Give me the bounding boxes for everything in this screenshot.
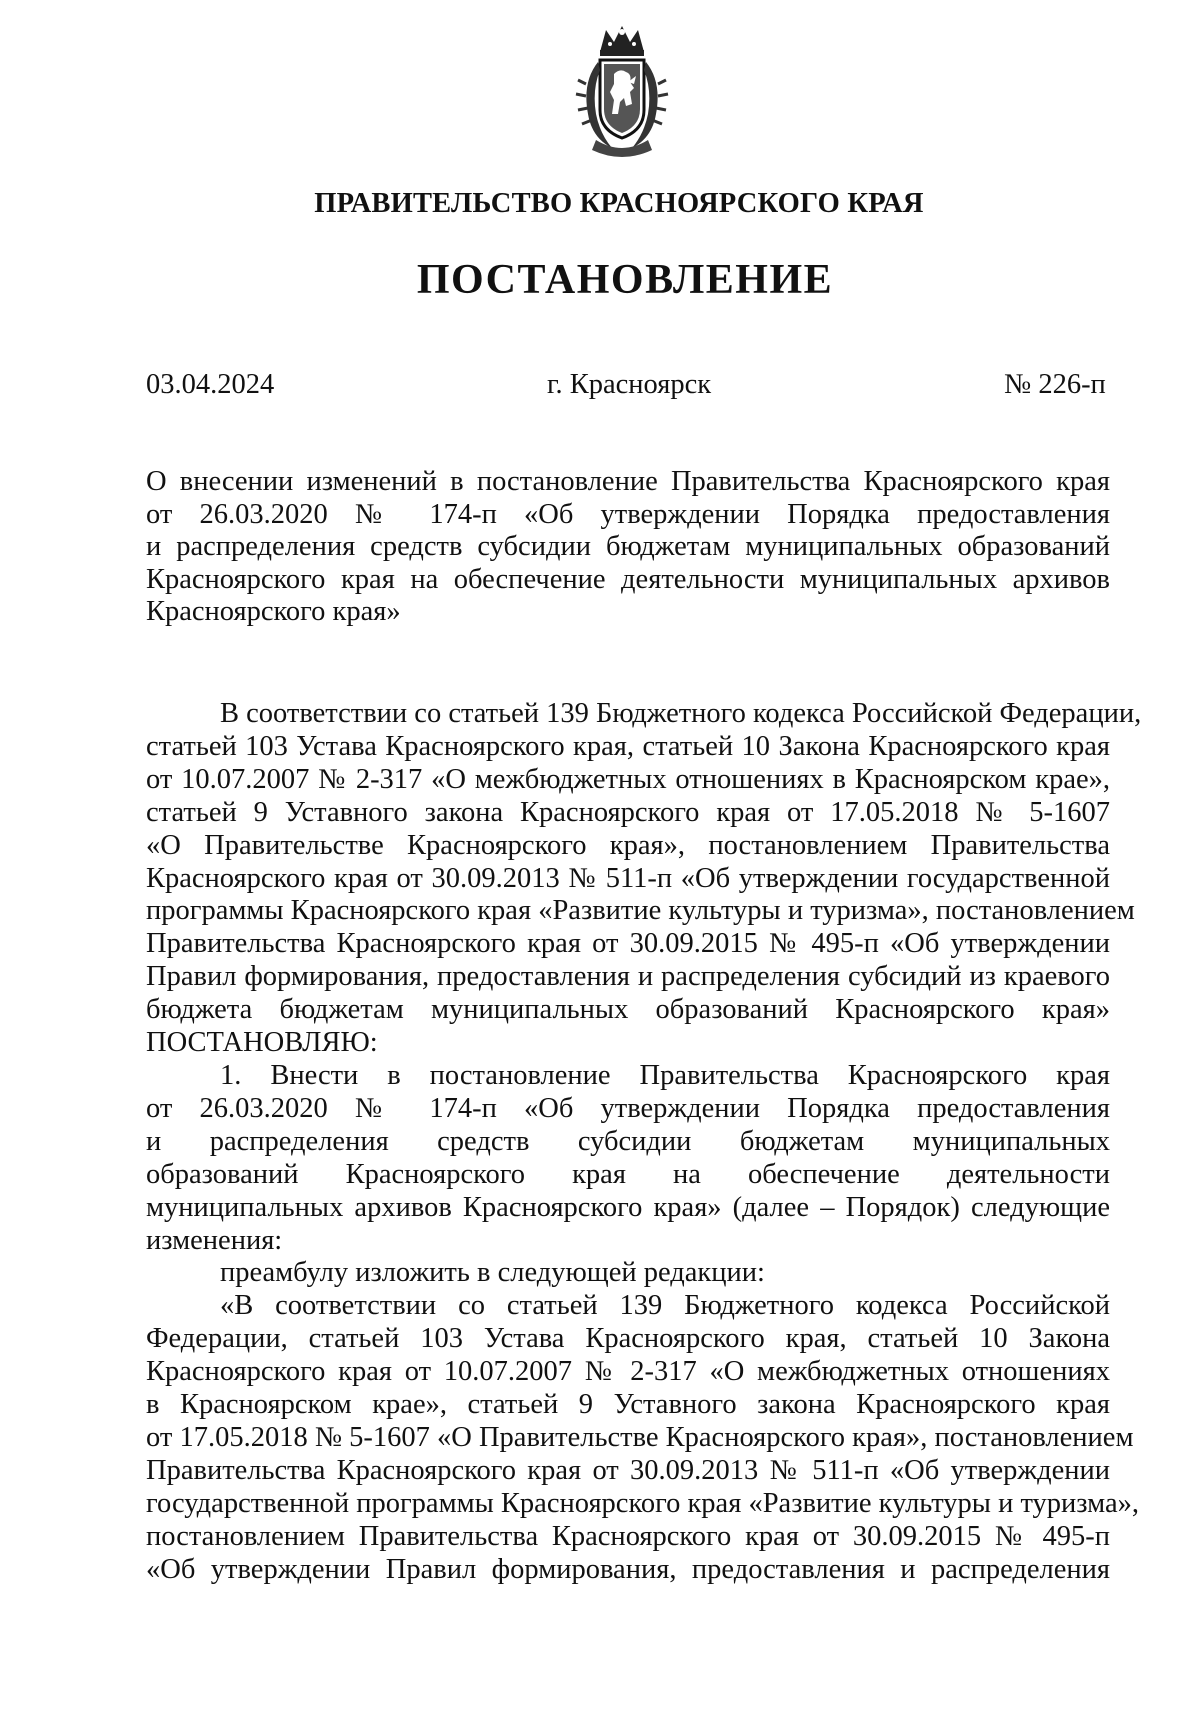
subject-line: от 26.03.2020 № 174-п «Об утверждении Порядка предоставления xyxy=(146,498,1110,530)
body-line: Красноярского края от 30.09.2013 № 511-п «Об утверждении государственной xyxy=(146,862,1110,894)
body-line: Правительства Красноярского края от 30.09.2013 № 511-п «Об утверждении xyxy=(146,1454,1110,1486)
body-line: статьей 103 Устава Красноярского края, статьей 10 Закона Красноярского края xyxy=(146,730,1110,762)
document-date: 03.04.2024 xyxy=(146,369,275,400)
body-line: государственной программы Красноярского края «Развитие культуры и туризма», xyxy=(146,1487,1139,1519)
body-line: «В соответствии со статьей 139 Бюджетного кодекса Российской xyxy=(220,1290,1110,1322)
document-body xyxy=(146,698,1142,1586)
body-line: Федерации, статьей 103 Устава Красноярского края, статьей 10 Закона xyxy=(146,1323,1110,1355)
body-line: Правил формирования, предоставления и распределения субсидий из краевого xyxy=(146,961,1110,993)
authority-title: ПРАВИТЕЛЬСТВО КРАСНОЯРСКОГО КРАЯ xyxy=(314,188,924,219)
body-line: «О Правительстве Красноярского края», постановлением Правительства xyxy=(146,829,1110,861)
body-line: от 10.07.2007 № 2-317 «О межбюджетных отношениях в Красноярском крае», xyxy=(146,763,1110,795)
subject-line: и распределения средств субсидии бюджетам муниципальных образований xyxy=(146,531,1110,563)
body-line: статьей 9 Уставного закона Красноярского края от 17.05.2018 № 5-1607 xyxy=(146,796,1110,828)
document-number: № 226-п xyxy=(1004,369,1106,400)
body-line: в Красноярском крае», статьей 9 Уставного закона Красноярского края xyxy=(146,1389,1110,1421)
body-line: преамбулу изложить в следующей редакции: xyxy=(220,1257,765,1289)
document-type-title: ПОСТАНОВЛЕНИЕ xyxy=(416,257,834,303)
document-city: г. Красноярск xyxy=(547,369,712,400)
body-line: изменения: xyxy=(146,1224,283,1256)
body-line: В соответствии со статьей 139 Бюджетного кодекса Российской Федерации, xyxy=(220,698,1142,729)
body-line: и распределения средств субсидии бюджетам муниципальных xyxy=(146,1125,1110,1157)
body-line: Красноярского края от 10.07.2007 № 2-317 «О межбюджетных отношениях xyxy=(146,1356,1110,1388)
body-line: ПОСТАНОВЛЯЮ: xyxy=(146,1027,378,1059)
body-line: постановлением Правительства Красноярского края от 30.09.2015 № 495-п xyxy=(146,1520,1110,1552)
body-line: от 26.03.2020 № 174-п «Об утверждении Порядка предоставления xyxy=(146,1092,1110,1124)
body-line: 1. Внести в постановление Правительства Красноярского края xyxy=(220,1059,1110,1091)
document-subject xyxy=(146,466,1110,629)
body-line: программы Красноярского края «Развитие культуры и туризма», постановлением xyxy=(146,895,1135,927)
body-line: образований Красноярского края на обеспечение деятельности xyxy=(146,1158,1110,1190)
subject-line: Красноярского края» xyxy=(146,596,401,628)
krasnoyarsk-coat-of-arms-icon xyxy=(570,22,674,162)
body-line: от 17.05.2018 № 5-1607 «О Правительстве Красноярского края», постановлением xyxy=(146,1421,1134,1453)
body-line: «Об утверждении Правил формирования, предоставления и распределения xyxy=(146,1553,1110,1585)
subject-line: О внесении изменений в постановление Правительства Красноярского края xyxy=(146,466,1110,497)
body-line: бюджета бюджетам муниципальных образований Красноярского края» xyxy=(146,994,1110,1026)
subject-line: Красноярского края на обеспечение деятельности муниципальных архивов xyxy=(146,563,1110,595)
body-line: Правительства Красноярского края от 30.09.2015 № 495-п «Об утверждении xyxy=(146,928,1110,960)
body-line: муниципальных архивов Красноярского края» (далее – Порядок) следующие xyxy=(146,1191,1110,1223)
